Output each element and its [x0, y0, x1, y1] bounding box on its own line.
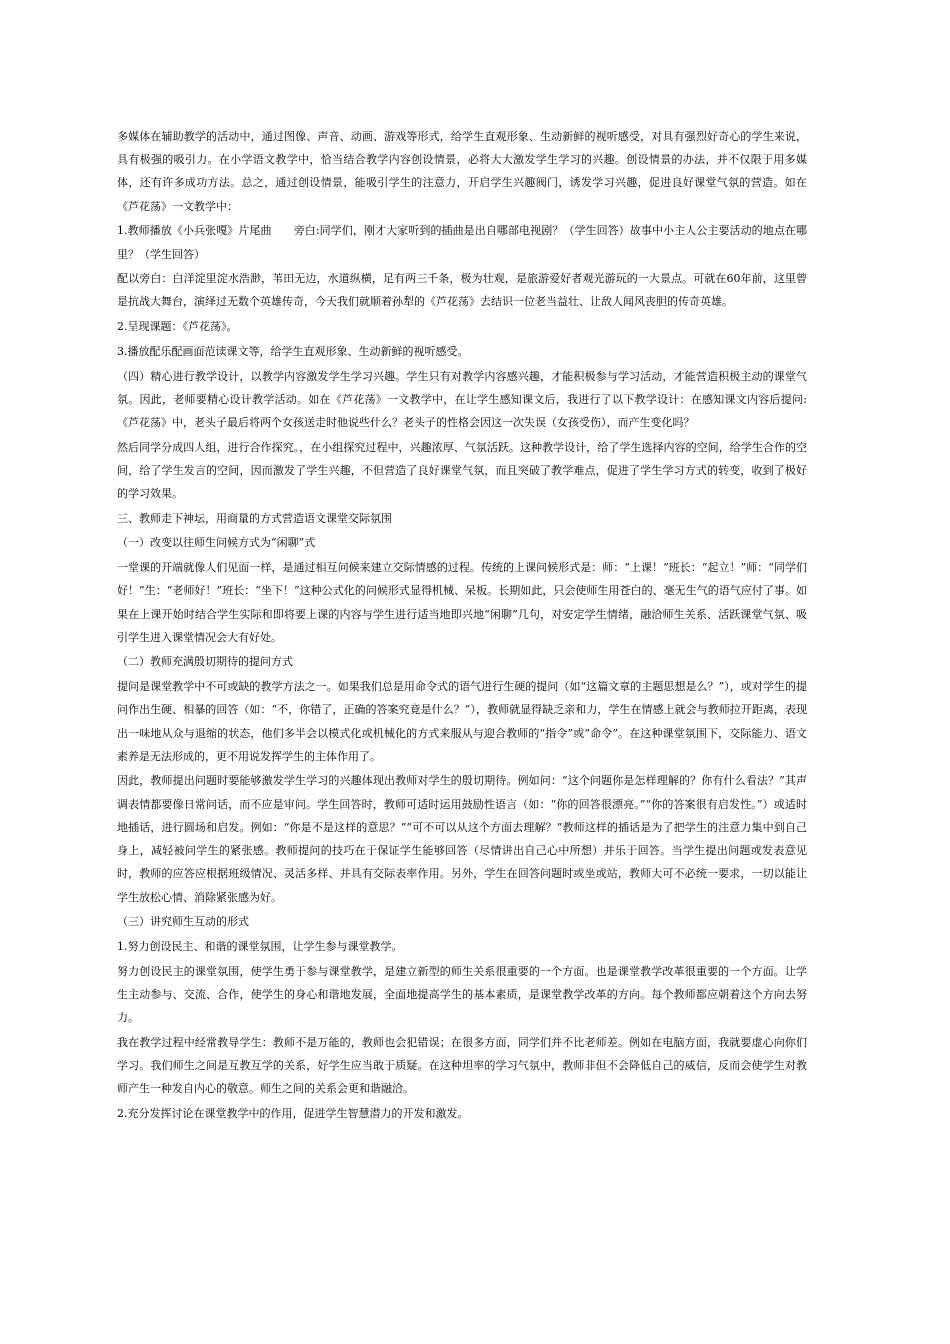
paragraph-group-work: 然后同学分成四人组，进行合作探究。，在小组探究过程中，兴趣浓厚、气氛活跃。这种教学设计，给了学生选择内容的空间，给学生合作的空间，给了学生发言的空间，因而激发了学生兴趣，不但营造了良好课堂气氛，而且突破了教学难点，促进了学生学习方式的转变，收到了极好的学习效果。: [117, 440, 807, 501]
paragraph-teacher-role: 我在教学过程中经常教导学生：教师不是万能的，教师也会犯错误；在很多方面，同学们并不比老师差。例如在电脑方面，我就要虚心向你们学习。我们师生之间是互教互学的关系，好学生应当敢于质疑。在这种坦率的学习气氛中，教师非但不会降低自己的威信，反而会使学生对教师产生一种发自内心的敬意。师生之间的关系会更和谐融洽。: [117, 1035, 807, 1096]
subheading-2: （二）教师充满殷切期待的提问方式: [117, 655, 293, 669]
subheading-3: （三）讲究师生互动的形式: [117, 915, 249, 929]
paragraph-democracy: 努力创设民主的课堂氛围，使学生勇于参与课堂教学，是建立新型的师生关系很重要的一个方面。也是课堂教学改革很重要的一个方面。让学生主动参与、交流、合作，使学生的身心和谐地发展，全面地提高学生的基本素质，是课堂教学改革的方向。每个教师都应朝着这个方向去努力。: [117, 964, 807, 1025]
paragraph-step-2: 2.呈现课题：《芦花荡》。: [117, 320, 238, 334]
paragraph-step-3: 3.播放配乐配画面范读课文等，给学生直观形象、生动新鲜的视听感受。: [117, 344, 469, 358]
subheading-1: （一）改变以往师生问候方式为“闲聊”式: [117, 536, 316, 550]
document-body: [117, 125, 807, 1127]
paragraph-multimedia-intro: 多媒体在辅助教学的活动中，通过图像、声音、动画、游戏等形式，给学生直观形象、生动新鲜的视听感受，对具有强烈好奇心的学生来说，具有极强的吸引力。在小学语文教学中，恰当结合教学内容创设情景，必将大大激发学生学习的兴趣。创设情景的办法，并不仅限于用多媒体，还有许多成功方法。总之，通过创设情景，能吸引学生的注意力，开启学生兴趣阀门，诱发学习兴趣，促进良好课堂气氛的营造。如在《芦花荡》一文教学中：: [117, 130, 807, 213]
paragraph-section-4: （四）精心进行教学设计，以教学内容激发学生学习兴趣。学生只有对教学内容感兴趣，才能积极参与学习活动，才能营造积极主动的课堂气氛。因此，老师要精心设计教学活动。如在《芦花荡》一文教学中，在让学生感知课文后，我进行了以下教学设计：在感知课文内容后提问:《芦花荡》中，老头子最后将两个女孩送走时他说些什么？老头子的性格会因这一次失误（女孩受伤），而产生变化吗？: [117, 369, 807, 429]
paragraph-expectation: 因此，教师提出问题时要能够激发学生学习的兴趣体现出教师对学生的殷切期待。例如问：“这个问题你是怎样理解的？你有什么看法？”其声调表情都要像日常问话，而不应是审问。学生回答时，教师可适时运用鼓励性语言（如：“你的回答很漂亮。”“你的答案很有启发性。”）或适时地插话，进行圆场和启发。例如：“你是不是这样的意思？”“可不可以从这个方面去理解？”教师这样的插话是为了把学生的注意力集中到自己身上，减轻被问学生的紧张感。教师提问的技巧在于保证学生能够回答（尽情讲出自己心中所想）并乐于回答。当学生提出问题或发表意见时，教师的应答应根据班级情况、灵活多样、并具有交际表率作用。另外，学生在回答问题时或坐或站，教师大可不必统一要求，一切以能让学生放松心情、消除紧张感为好。: [117, 774, 807, 904]
paragraph-step-1: 1.教师播放《小兵张嘎》片尾曲 旁白:同学们，刚才大家听到的插曲是出自哪部电视剧？（学生回答）故事中小主人公主要活动的地点在哪里？（学生回答）: [117, 224, 807, 261]
heading-section-3: 三、教师走下神坛，用商量的方式营造语文课堂交际氛围: [117, 511, 392, 525]
paragraph-item-2: 2.充分发挥讨论在课堂教学中的作用，促进学生智慧潜力的开发和激发。: [117, 1106, 469, 1120]
paragraph-item-1: 1.努力创设民主、和谐的课堂氛围，让学生参与课堂教学。: [117, 939, 403, 953]
paragraph-narration: 配以旁白：白洋淀里淀水浩渺，苇田无边，水道纵横，足有两三千条，极为壮观，是旅游爱好者观光游玩的一大景点。可就在60年前，这里曾是抗战大舞台，演绎过无数个英雄传奇，今天我们就顺着孙犁的《芦花荡》去结识一位老当益壮、让敌人闻风丧胆的传奇英雄。: [117, 272, 807, 309]
paragraph-greeting: 一堂课的开端就像人们见面一样，是通过相互问候来建立交际情感的过程。传统的上课问候形式是：师：“上课！”班长：“起立！”师：“同学们好！”生：“老师好！”班长：“坐下！”这种公式化的问候形式显得机械、呆板。长期如此，只会使师生用苍白的、毫无生气的语气应付了事。如果在上课开始时结合学生实际和即将要上课的内容与学生进行适当地即兴地“闲聊”几句，对安定学生情绪，融洽师生关系、活跃课堂气氛、吸引学生进入课堂情况会大有好处。: [117, 561, 807, 644]
paragraph-questioning: 提问是课堂教学中不可或缺的教学方法之一。如果我们总是用命令式的语气进行生硬的提问（如“这篇文章的主题思想是么？”），或对学生的提问作出生硬、相暴的回答（如：“不，你错了，正确的答案究竟是什么？”），教师就显得缺乏亲和力，学生在情感上就会与教师拉开距离，表现出一味地从众与退缩的状态，他们多半会以模式化或机械化的方式来服从与迎合教师的“指令”或“命令”。在这种课堂氛围下，交际能力、语文素养是无法形成的，更不用说发挥学生的主体作用了。: [117, 680, 807, 763]
